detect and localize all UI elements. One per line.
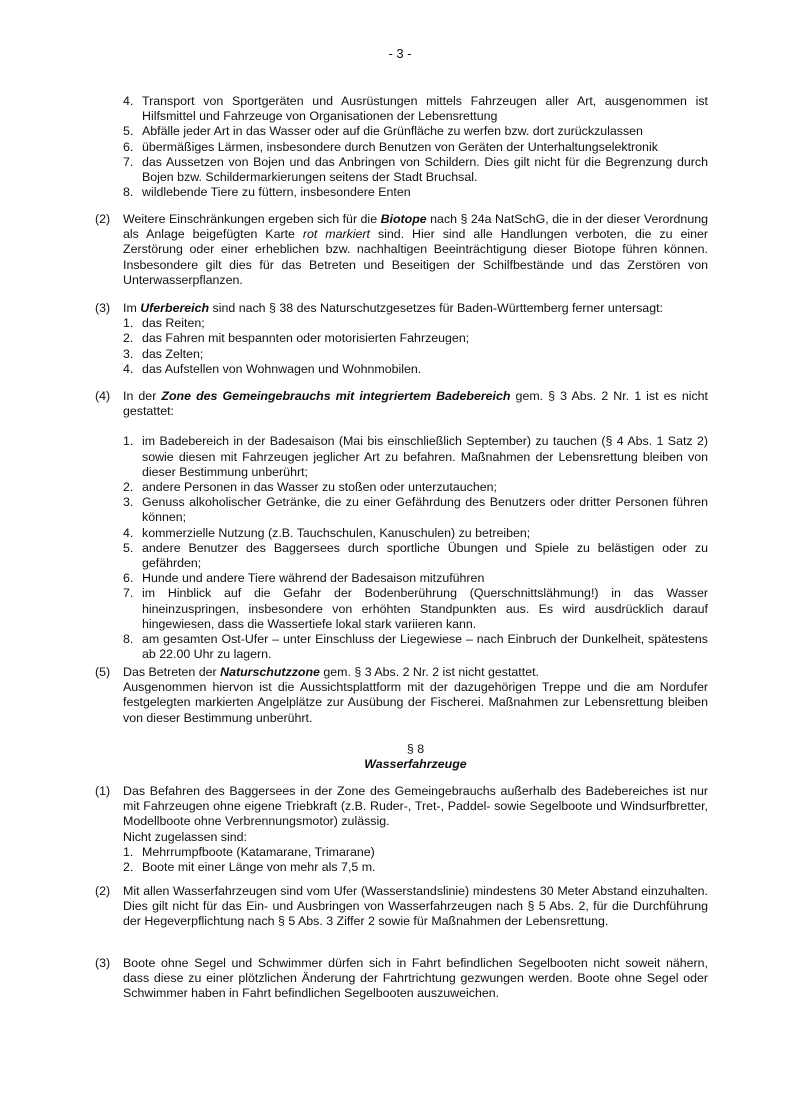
- list-item: 7. das Aussetzen von Bojen und das Anbringen von Schildern. Dies gilt nicht für die Begrenzung durch Bojen bzw. Schildermarkierungen seitens der Stadt Bruchsal.: [123, 154, 708, 185]
- bold-term: Zone des Gemeingebrauchs mit integriertem Badebereich: [161, 389, 511, 403]
- bold-term: Naturschutzzone: [220, 665, 320, 679]
- list-item: 8. am gesamten Ost-Ufer – unter Einschluss der Liegewiese – nach Einbruch der Dunkelheit, spätestens ab 22.00 Uhr zu lagern.: [123, 632, 708, 662]
- list-item: 5. Abfälle jeder Art in das Wasser oder auf die Grünfläche zu werfen bzw. dort zurückzulassen: [123, 124, 643, 139]
- paragraph-number: (3): [95, 301, 111, 315]
- paragraph-2: Weitere Einschränkungen ergeben sich für die Biotope nach § 24a NatSchG, die in der dieser Verordnung als Anlage beigefügten Karte rot markiert sind. Hier sind alle Handlungen verboten, die zu einer Zerstörung oder einer erheblichen bzw. nachhaltigen Beeinträchtigung dieser Biotope führen können. Insbesondere gilt dies für das Betreten und Beseitigen der Schilfbestände und das Zerstören von Unterwasserpflanzen.: [123, 212, 709, 287]
- list-item: 2. Boote mit einer Länge von mehr als 7,5 m.: [123, 860, 376, 875]
- paragraph-number: (3): [95, 956, 111, 970]
- list-item: 6. Hunde und andere Tiere während der Badesaison mitzuführen: [123, 571, 485, 586]
- paragraph-5: Das Betreten der Naturschutzzone gem. § 3 Abs. 2 Nr. 2 ist nicht gestattet. Ausgenommen hiervon ist die Aussichtsplattform mit der dazugehörigen Treppe und die am Nordufer festgelegten markierten Angelplätze zur Ausübung der Fischerei. Maßnahmen zur Lebensrettung bleiben von dieser Bestimmung unberührt.: [123, 665, 708, 725]
- top-list: [123, 94, 708, 200]
- bold-term: Uferbereich: [140, 301, 210, 315]
- list-item: 4. das Aufstellen von Wohnwagen und Wohnmobilen.: [123, 361, 422, 376]
- section8-paragraph-2: Mit allen Wasserfahrzeugen sind vom Ufer (Wasserstandslinie) mindestens 30 Meter Abstand einzuhalten. Dies gilt nicht für das Ein- und Ausbringen von Wasserfahrzeugen nach § 5 Abs. 2, für die Durchführung der Hegeverpflichtung nach § 5 Abs. 3 Ziffer 2 sowie für Maßnahmen der Lebensrettung.: [123, 884, 708, 929]
- list-item: 4. kommerzielle Nutzung (z.B. Tauchschulen, Kanuschulen) zu betreiben;: [123, 525, 531, 540]
- list-item: 8. wildlebende Tiere zu füttern, insbesondere Enten: [123, 185, 411, 200]
- section-title: Wasserfahrzeuge: [364, 757, 467, 772]
- list-item: 3. Genuss alkoholischer Getränke, die zu einer Gefährdung des Benutzers oder dritter Personen führen können;: [123, 495, 708, 525]
- section-heading: [123, 742, 708, 772]
- list-item: 1. im Badebereich in der Badesaison (Mai bis einschließlich September) zu tauchen (§ 4 Abs. 1 Satz 2) sowie diesen mit Fahrzeugen jeglicher Art zu befahren. Maßnahmen der Lebensrettung bleiben von dieser Bestimmung unberührt;: [123, 434, 708, 479]
- list-item: 1. Mehrrumpfboote (Katamarane, Trimarane): [123, 844, 375, 859]
- paragraph-number: (4): [95, 389, 111, 403]
- section8-paragraph-1: Das Befahren des Baggersees in der Zone des Gemeingebrauchs außerhalb des Badebereiches ist nur mit Fahrzeugen ohne eigene Triebkraft (z.B. Ruder-, Tret-, Paddel- sowie Segelboote und Windsurfbretter, Modellboote ohne Verbrennungsmotor) zulässig. Nicht zugelassen sind: 1. Mehrrumpfboote (Katamarane, Trimarane) 2. Boote mit einer Länge von mehr als 7,5 m.: [123, 784, 708, 875]
- paragraph-number: (5): [95, 665, 111, 679]
- list-item: 5. andere Benutzer des Baggersees durch sportliche Übungen und Spiele zu belästigen oder zu gefährden;: [123, 540, 708, 571]
- italic-term: rot markiert: [302, 227, 371, 242]
- paragraph-number: (2): [95, 212, 111, 226]
- page-number: - 3 -: [388, 46, 412, 61]
- paragraph-3: Im Uferbereich sind nach § 38 des Naturschutzgesetzes für Baden-Württemberg ferner untersagt: 1. das Reiten; 2. das Fahren mit bespannten oder motorisierten Fahrzeugen; 3. das Zelten; 4. das Aufstellen von Wohnwagen und Wohnmobilen.: [123, 301, 708, 377]
- bold-term: Biotope: [380, 212, 427, 226]
- paragraph-number: (1): [95, 784, 111, 798]
- list-item: 7. im Hinblick auf die Gefahr der Bodenberührung (Querschnittslähmung!) in das Wasser hineinzuspringen, insbesondere von erhöhten Standpunkten aus. Es wird ausdrücklich darauf hingewiesen, dass die Wassertiefe lokal stark variieren kann.: [123, 586, 708, 631]
- list-item: 6. übermäßiges Lärmen, insbesondere durch Benutzen von Geräten der Unterhaltungselektronik: [123, 139, 658, 154]
- list-item: 2. das Fahren mit bespannten oder motorisierten Fahrzeugen;: [123, 331, 470, 346]
- list-item: 4. Transport von Sportgeräten und Ausrüstungen mittels Fahrzeugen aller Art, ausgenommen ist Hilfsmittel und Fahrzeuge von Organisationen der Lebensrettung: [123, 94, 708, 124]
- list-item: 3. das Zelten;: [123, 346, 204, 361]
- section-number: § 8: [406, 742, 425, 756]
- paragraph-4: In der Zone des Gemeingebrauchs mit integriertem Badebereich gem. § 3 Abs. 2 Nr. 1 ist es nicht gestattet: 1. im Badebereich in der Badesaison (Mai bis einschließlich September) zu tauchen (§ 4 Abs. 1 Satz 2) sowie diesen mit Fahrzeugen jeglicher Art zu befahren. Maßnahmen der Lebensrettung bleiben von dieser Bestimmung unberührt; 2. andere Personen in das Wasser zu stoßen oder unterzutauchen; 3. Genuss alkoholischer Getränke, die zu einer Gefährdung des Benutzers oder dritter Personen führen können; 4. kommerzielle Nutzung (z.B. Tauchschulen, Kanuschulen) zu betreiben; 5. andere Benutzer des Baggersees durch sportliche Übungen und Spiele zu belästigen oder zu gefährden; 6. Hunde und andere Tiere während der Badesaison mitzuführen 7. im Hinblick auf die Gefahr der Bodenberührung (Querschnittslähmung!) in das Wasser hineinzuspringen, insbesondere von erhöhten Standpunkten aus. Es wird ausdrücklich darauf hingewiesen, dass die Wassertiefe lokal stark variieren kann. 8. am gesamten Ost-Ufer – unter Einschluss der Liegewiese – nach Einbruch der Dunkelheit, spätestens ab 22.00 Uhr zu lagern.: [123, 389, 708, 662]
- list-item: 2. andere Personen in das Wasser zu stoßen oder unterzutauchen;: [123, 480, 497, 495]
- paragraph-number: (2): [95, 884, 111, 898]
- list-item: 1. das Reiten;: [123, 316, 205, 331]
- section8-paragraph-3: Boote ohne Segel und Schwimmer dürfen sich in Fahrt befindlichen Segelbooten nicht soweit nähern, dass diese zu einer plötzlichen Änderung der Fahrtrichtung gezwungen werden. Boote ohne Segel oder Schwimmer haben in Fahrt befindlichen Segelbooten auszuweichen.: [123, 956, 708, 1001]
